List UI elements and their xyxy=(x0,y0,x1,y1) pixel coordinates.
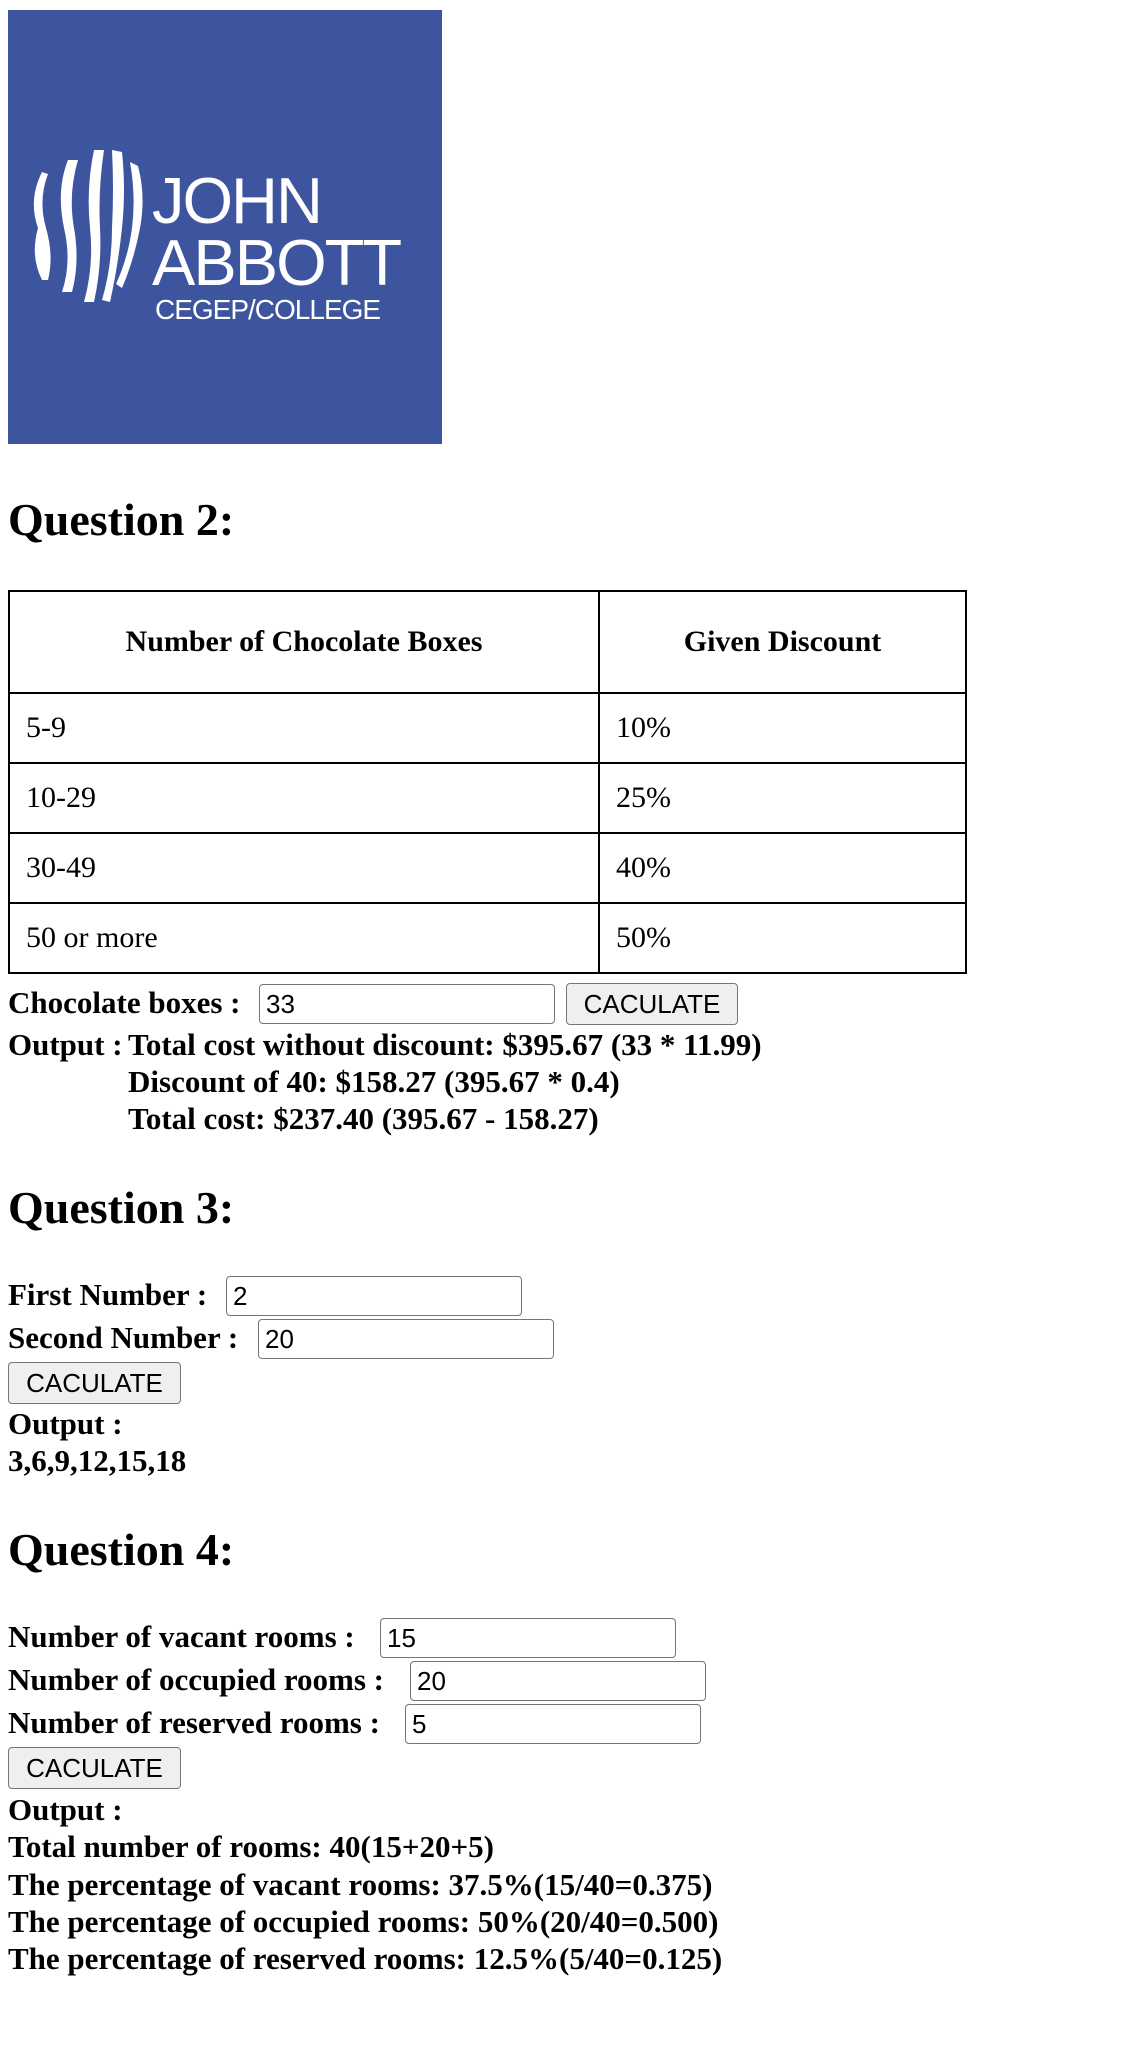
first-number-label: First Number : xyxy=(8,1277,208,1312)
table-cell-discount: 25% xyxy=(599,763,966,833)
q2-output-label: Output : xyxy=(8,1027,123,1062)
table-cell-discount: 50% xyxy=(599,903,966,973)
occupied-rooms-label: Number of occupied rooms : xyxy=(8,1662,384,1697)
table-row xyxy=(9,903,966,973)
table-cell-boxes: 30-49 xyxy=(9,833,599,903)
reserved-rooms-input[interactable] xyxy=(405,1704,701,1744)
q2-output-line: Total cost without discount: $395.67 (33 * 11.99) xyxy=(128,1027,762,1062)
q4-output-line: Total number of rooms: 40(15+20+5) xyxy=(8,1829,494,1864)
question-2-title: Question 2: xyxy=(8,494,235,545)
table-row xyxy=(9,833,966,903)
q2-output-line: Discount of 40: $158.27 (395.67 * 0.4) xyxy=(128,1064,620,1099)
q4-output-line: The percentage of occupied rooms: 50%(20/40=0.500) xyxy=(8,1904,719,1939)
question-4-title: Question 4: xyxy=(8,1524,235,1575)
q2-calculate-button[interactable]: CACULATE xyxy=(566,983,738,1025)
table-header-boxes: Number of Chocolate Boxes xyxy=(9,591,599,693)
logo-text-cegep: CEGEP/COLLEGE xyxy=(155,294,381,325)
q4-output-line: The percentage of vacant rooms: 37.5%(15/40=0.375) xyxy=(8,1867,713,1902)
first-number-input[interactable] xyxy=(226,1276,522,1316)
q4-output-label: Output : xyxy=(8,1792,123,1827)
table-cell-boxes: 10-29 xyxy=(9,763,599,833)
table-row xyxy=(9,693,966,763)
vacant-rooms-input[interactable] xyxy=(380,1618,676,1658)
second-number-input[interactable] xyxy=(258,1319,554,1359)
logo-text-abbott: ABBOTT xyxy=(152,226,401,299)
discount-table xyxy=(8,590,967,974)
table-header-discount: Given Discount xyxy=(599,591,966,693)
reserved-rooms-label: Number of reserved rooms : xyxy=(8,1705,380,1740)
q4-output-line: The percentage of reserved rooms: 12.5%(5/40=0.125) xyxy=(8,1941,723,1976)
table-cell-boxes: 5-9 xyxy=(9,693,599,763)
occupied-rooms-input[interactable] xyxy=(410,1661,706,1701)
chocolate-boxes-input[interactable] xyxy=(259,984,555,1024)
second-number-label: Second Number : xyxy=(8,1320,239,1355)
question-3-title: Question 3: xyxy=(8,1182,235,1233)
q3-output-value: 3,6,9,12,15,18 xyxy=(8,1443,187,1478)
q3-calculate-button[interactable]: CACULATE xyxy=(8,1362,181,1404)
table-header-row xyxy=(9,591,966,693)
vacant-rooms-label: Number of vacant rooms : xyxy=(8,1619,355,1654)
table-cell-discount: 40% xyxy=(599,833,966,903)
logo-text-john: JOHN xyxy=(152,164,321,237)
table-cell-boxes: 50 or more xyxy=(9,903,599,973)
q2-output-line: Total cost: $237.40 (395.67 - 158.27) xyxy=(128,1101,599,1136)
chocolate-boxes-label: Chocolate boxes : xyxy=(8,985,241,1020)
college-logo xyxy=(8,10,442,444)
table-cell-discount: 10% xyxy=(599,693,966,763)
q4-calculate-button[interactable]: CACULATE xyxy=(8,1747,181,1789)
q3-output-label: Output : xyxy=(8,1406,123,1441)
table-row xyxy=(9,763,966,833)
